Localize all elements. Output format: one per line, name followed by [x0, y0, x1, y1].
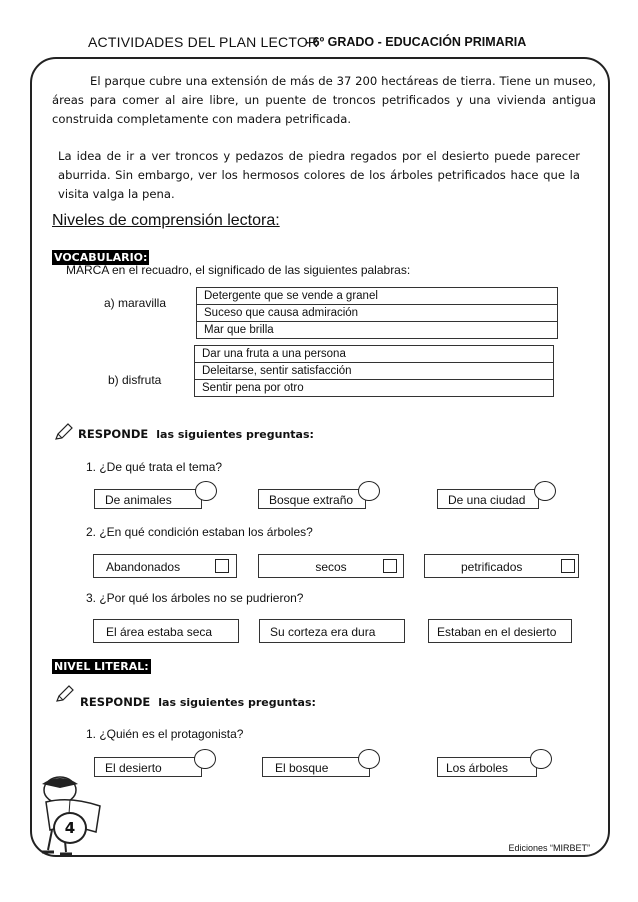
options-box-disfruta [194, 345, 554, 397]
vocabulario-instruction: MARCA en el recuadro, el significado de las siguientes palabras: [66, 263, 411, 277]
word-label-disfruta: b) disfruta [108, 373, 162, 387]
checkbox[interactable] [561, 559, 575, 573]
answer-circle[interactable] [358, 749, 380, 769]
answer-option[interactable]: El desierto [94, 757, 202, 777]
header-grade: - 6º GRADO - EDUCACIÓN PRIMARIA [305, 35, 527, 49]
answer-option[interactable]: Abandonados [93, 554, 237, 578]
responde-heading-2: RESPONDE las siguientes preguntas: [80, 695, 316, 709]
options-box-maravilla [196, 287, 558, 339]
option-item[interactable]: Deleitarse, sentir satisfacción [195, 363, 553, 380]
vocabulario-tag: VOCABULARIO: [54, 251, 148, 264]
answer-option[interactable]: Bosque extraño [258, 489, 366, 509]
section-title: Niveles de comprensión lectora: [52, 212, 280, 229]
option-item[interactable]: Mar que brilla [204, 324, 274, 336]
question-3-text: 3. ¿Por qué los árboles no se pudrieron? [86, 591, 304, 605]
answer-option[interactable]: El bosque [262, 757, 370, 777]
question-2-text: 2. ¿En qué condición estaban los árboles? [86, 525, 313, 539]
answer-option[interactable]: Los árboles [437, 757, 537, 777]
answer-circle[interactable] [194, 749, 216, 769]
answer-option[interactable]: Su corteza era dura [259, 619, 405, 643]
answer-circle[interactable] [530, 749, 552, 769]
question-1-text: 1. ¿De qué trata el tema? [86, 460, 223, 474]
pencil-icon [54, 422, 74, 446]
checkbox[interactable] [215, 559, 229, 573]
answer-option[interactable]: secos [258, 554, 404, 578]
answer-option[interactable]: Estaban en el desierto [428, 619, 572, 643]
answer-circle[interactable] [534, 481, 556, 501]
question-literal-1-text: 1. ¿Quién es el protagonista? [86, 727, 244, 741]
header-title: ACTIVIDADES DEL PLAN LECTOR [88, 34, 319, 50]
responde-heading-1: RESPONDE las siguientes preguntas: [78, 427, 314, 441]
option-item[interactable]: Detergente que se vende a granel [197, 288, 557, 305]
checkbox[interactable] [383, 559, 397, 573]
option-item[interactable]: Dar una fruta a una persona [195, 346, 553, 363]
reading-paragraph-1: El parque cubre una extensión de más de 37 200 hectáreas de tierra. Tiene un museo, áreas para comer al aire libre, un puente de troncos petrificados y una vivienda antigua construida completamente con madera petrificada. [52, 74, 596, 126]
answer-circle[interactable] [358, 481, 380, 501]
reading-paragraph-2: La idea de ir a ver troncos y pedazos de piedra regados por el desierto puede parecer aburrida. Sin embargo, ver los hermosos colores de los árboles petrificados hace que la visita valga la pena. [58, 149, 580, 201]
answer-option[interactable]: El área estaba seca [93, 619, 239, 643]
page-number: 4 [53, 812, 87, 844]
nivel-literal-tag: NIVEL LITERAL: [54, 660, 149, 673]
answer-option[interactable]: De una ciudad [437, 489, 539, 509]
footer-publisher: Ediciones “MIRBET” [508, 843, 590, 853]
answer-option[interactable]: petrificados [424, 554, 579, 578]
pencil-icon [55, 684, 75, 708]
word-label-maravilla: a) maravilla [104, 296, 167, 310]
answer-option[interactable]: De animales [94, 489, 202, 509]
answer-circle[interactable] [195, 481, 217, 501]
option-item[interactable]: Suceso que causa admiración [197, 305, 557, 322]
option-item[interactable]: Sentir pena por otro [202, 382, 304, 394]
